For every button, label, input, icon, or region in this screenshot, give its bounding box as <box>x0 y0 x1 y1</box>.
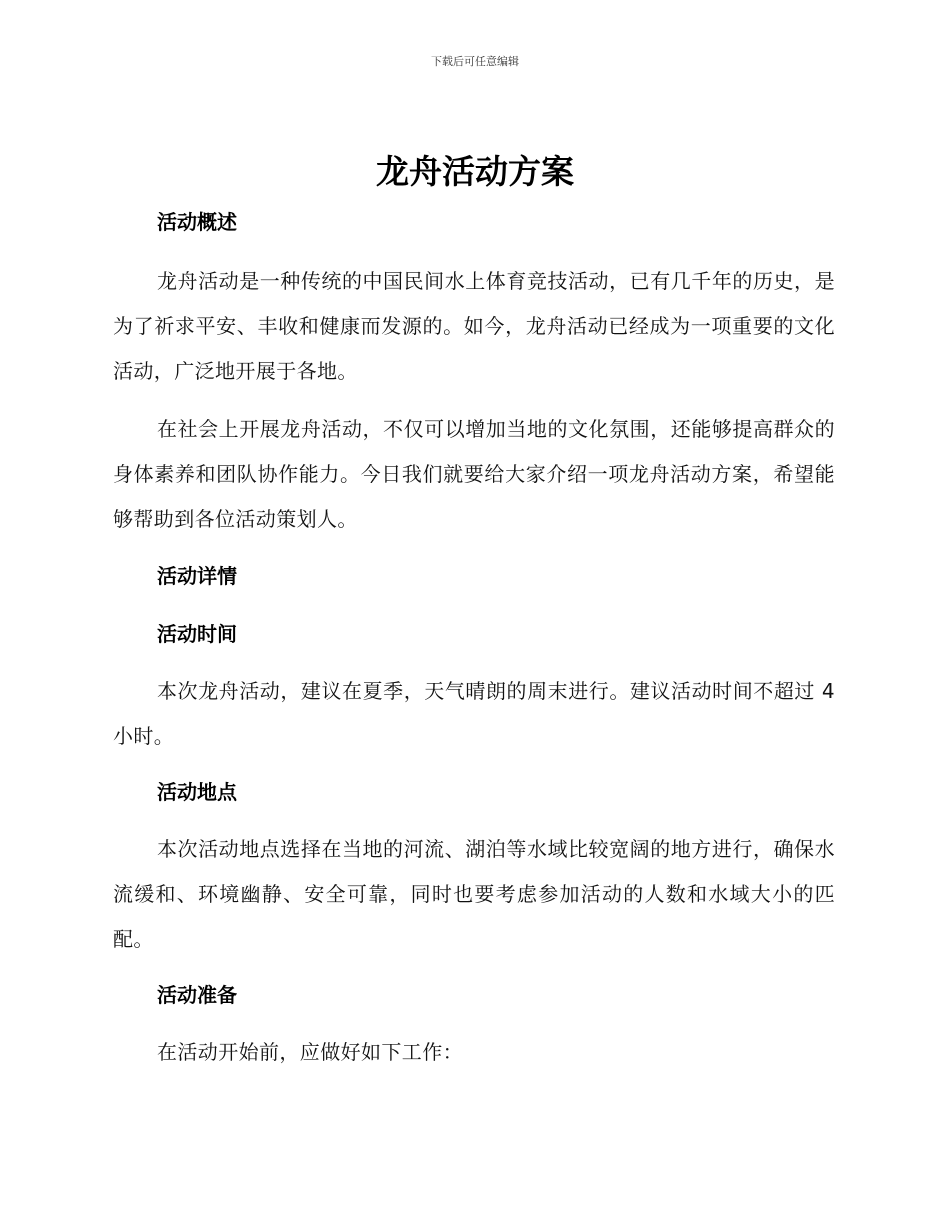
paragraph-overview-2: 在社会上开展龙舟活动，不仅可以增加当地的文化氛围，还能够提高群众的身体素养和团队协作能力。今日我们就要给大家介绍一项龙舟活动方案，希望能够帮助到各位活动策划人。 <box>113 417 835 531</box>
section-heading-place: 活动地点 <box>157 780 237 804</box>
section-heading-details: 活动详情 <box>157 564 237 588</box>
paragraph-overview-1: 龙舟活动是一种传统的中国民间水上体育竞技活动，已有几千年的历史，是为了祈求平安、丰收和健康而发源的。如今，龙舟活动已经成为一项重要的文化活动，广泛地开展于各地。 <box>113 269 835 383</box>
section-heading-preparation: 活动准备 <box>157 983 237 1007</box>
paragraph-place: 本次活动地点选择在当地的河流、湖泊等水域比较宽阔的地方进行，确保水流缓和、环境幽静、安全可靠，同时也要考虑参加活动的人数和水域大小的匹配。 <box>113 837 835 951</box>
section-heading-time: 活动时间 <box>157 622 237 646</box>
section-heading-overview: 活动概述 <box>157 210 237 234</box>
document-title: 龙舟活动方案 <box>376 152 574 191</box>
paragraph-preparation: 在活动开始前，应做好如下工作： <box>157 1040 463 1064</box>
page-header-note: 下载后可任意编辑 <box>431 55 519 68</box>
document-body <box>113 204 835 1075</box>
paragraph-time: 本次龙舟活动，建议在夏季，天气晴朗的周末进行。建议活动时间不超过 4 小时。 <box>113 679 835 748</box>
